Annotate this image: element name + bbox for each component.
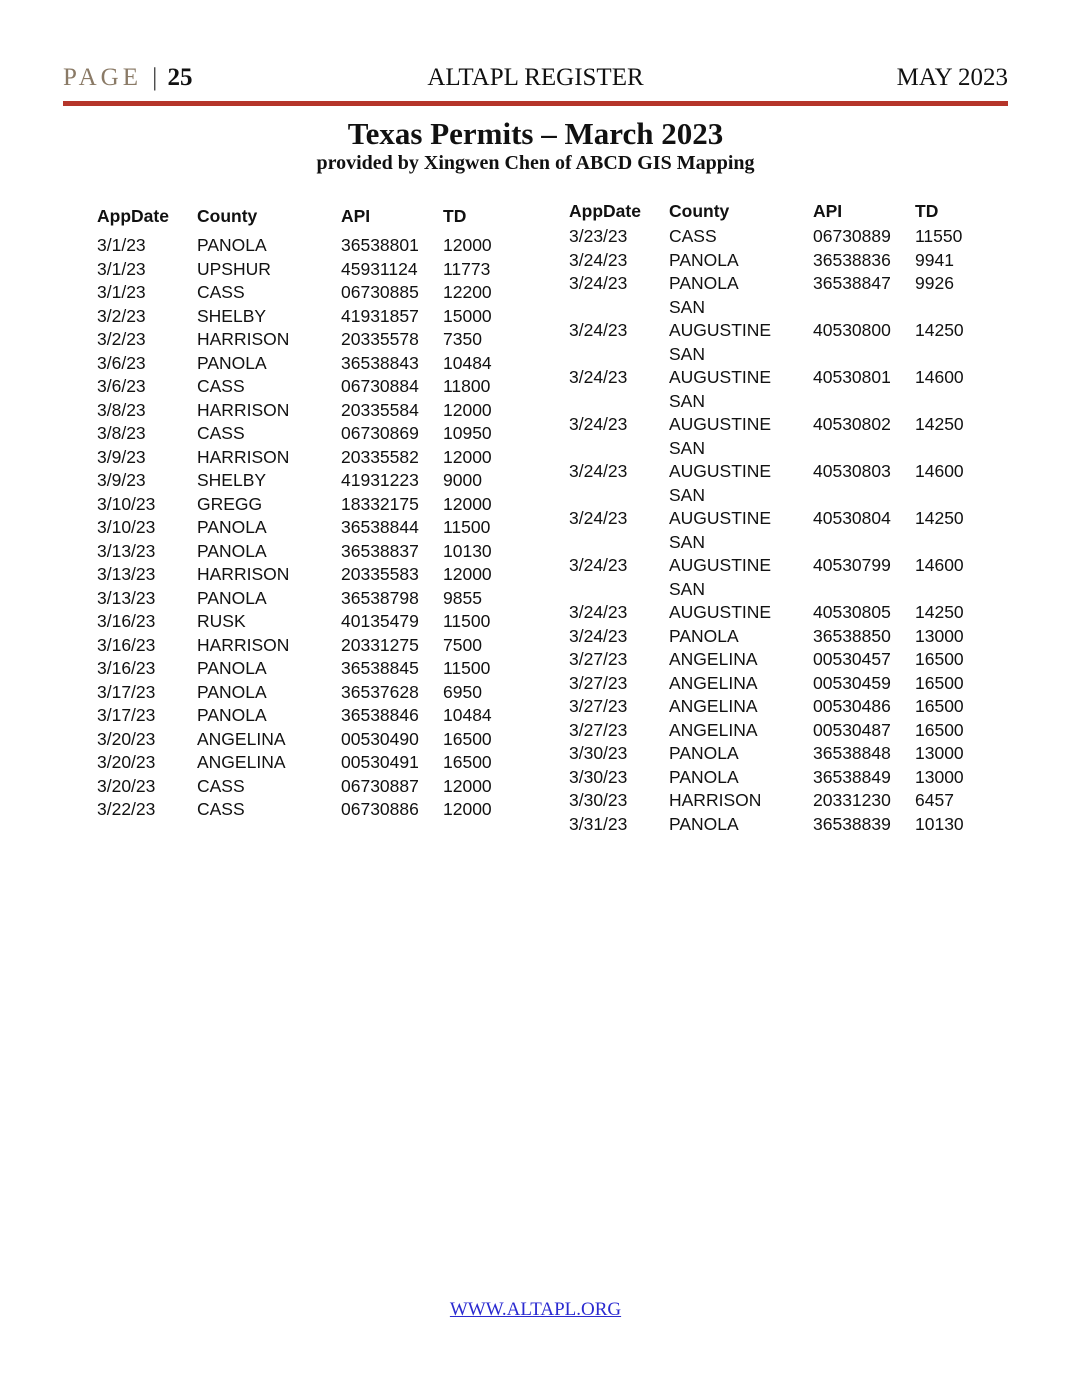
cell-td: 16500 — [915, 696, 964, 716]
header-rule — [63, 101, 1008, 106]
cell-county: GREGG — [197, 493, 263, 514]
cell-county: HARRISON — [197, 329, 290, 349]
table-row — [97, 375, 513, 399]
cell-api: 40530805 — [813, 602, 891, 622]
cell-api: 20331275 — [341, 634, 419, 655]
cell-county: PANOLA — [197, 352, 267, 373]
table-row — [569, 742, 985, 766]
cell-td: 9855 — [443, 587, 482, 608]
cell-api: 20335578 — [341, 329, 419, 349]
column-header-td: TD — [915, 201, 939, 221]
cell-td: 14250 — [915, 508, 964, 528]
cell-appdate: 3/16/23 — [97, 611, 156, 631]
cell-td: 13000 — [915, 766, 964, 787]
cell-county: ANGELINA — [669, 649, 758, 669]
cell-api: 36538847 — [813, 273, 891, 293]
cell-td: 12000 — [443, 446, 492, 467]
column-header-api: API — [341, 206, 371, 226]
cell-td: 14600 — [915, 555, 964, 575]
cell-appdate: 3/30/23 — [569, 766, 628, 787]
page-subtitle: provided by Xingwen Chen of ABCD GIS Mapping — [316, 152, 755, 174]
table-row — [97, 258, 513, 282]
cell-county — [669, 343, 813, 390]
cell-api: 40530800 — [813, 320, 891, 340]
cell-line: AUGUSTINE — [669, 414, 772, 434]
table-row — [569, 437, 985, 484]
cell-td: 7500 — [443, 634, 482, 655]
cell-county: UPSHUR — [197, 258, 271, 279]
table-row — [569, 719, 985, 743]
cell-td: 13000 — [915, 743, 964, 763]
table-row — [97, 328, 513, 352]
cell-appdate: 3/10/23 — [97, 493, 156, 514]
cell-td: 11550 — [915, 226, 963, 246]
cell-td: 14250 — [915, 602, 964, 622]
table-row — [97, 234, 513, 258]
cell-county: PANOLA — [669, 273, 739, 293]
page-title: Texas Permits – March 2023 — [347, 116, 724, 151]
cell-api: 40530804 — [813, 508, 891, 528]
table-row — [569, 484, 985, 531]
table-row — [569, 648, 985, 672]
cell-api: 18332175 — [341, 493, 419, 514]
cell-td: 11800 — [443, 376, 491, 396]
cell-api: 06730885 — [341, 282, 419, 302]
cell-td: 12000 — [443, 235, 492, 255]
column-header-api: API — [813, 201, 843, 221]
table-row — [97, 657, 513, 681]
cell-td: 15000 — [443, 305, 492, 326]
table-row — [97, 610, 513, 634]
cell-appdate: 3/24/23 — [569, 461, 628, 481]
table-row — [97, 775, 513, 799]
cell-appdate: 3/9/23 — [97, 470, 146, 490]
cell-appdate: 3/16/23 — [97, 634, 156, 655]
table-row — [97, 563, 513, 587]
table-row — [569, 766, 985, 790]
cell-api: 36538843 — [341, 352, 419, 373]
cell-appdate: 3/6/23 — [97, 352, 146, 373]
cell-county — [669, 296, 813, 343]
cell-appdate: 3/24/23 — [569, 367, 628, 387]
cell-td: 12000 — [443, 799, 492, 819]
cell-county: PANOLA — [669, 625, 739, 646]
cell-line: AUGUSTINE — [669, 367, 772, 387]
cell-appdate: 3/17/23 — [97, 681, 156, 702]
table-row — [97, 399, 513, 423]
cell-api: 06730886 — [341, 799, 419, 819]
cell-td: 14250 — [915, 320, 964, 340]
cell-county: PANOLA — [669, 813, 739, 834]
cell-county: HARRISON — [669, 790, 762, 810]
table-row — [97, 493, 513, 517]
table-row — [97, 422, 513, 446]
cell-county: PANOLA — [197, 235, 267, 255]
cell-appdate: 3/20/23 — [97, 752, 156, 772]
column-header-appdate: AppDate — [97, 206, 169, 226]
column-header-county: County — [197, 206, 258, 226]
cell-api: 00530486 — [813, 696, 891, 716]
cell-appdate: 3/16/23 — [97, 658, 156, 678]
cell-api: 00530457 — [813, 649, 891, 669]
column-header-county: County — [669, 201, 730, 221]
cell-appdate: 3/24/23 — [569, 602, 628, 622]
cell-appdate: 3/27/23 — [569, 696, 628, 716]
cell-td: 16500 — [915, 672, 964, 693]
page-header — [63, 62, 1008, 98]
cell-line: SAN — [669, 296, 705, 317]
cell-api: 06730889 — [813, 226, 891, 246]
table-row — [569, 625, 985, 649]
cell-county: PANOLA — [197, 540, 267, 561]
page-number: 25 — [167, 64, 193, 91]
cell-appdate: 3/24/23 — [569, 273, 628, 293]
cell-api: 00530487 — [813, 719, 891, 740]
cell-county: CASS — [197, 423, 245, 443]
table-row — [569, 225, 985, 249]
table-row — [97, 751, 513, 775]
cell-county: CASS — [197, 799, 245, 819]
cell-api: 36538845 — [341, 658, 419, 678]
cell-api: 36538801 — [341, 235, 419, 255]
cell-appdate: 3/27/23 — [569, 672, 628, 693]
cell-county: ANGELINA — [669, 672, 758, 693]
cell-appdate: 3/24/23 — [569, 625, 628, 646]
cell-county: PANOLA — [669, 743, 739, 763]
cell-appdate: 3/23/23 — [569, 226, 628, 246]
cell-county: PANOLA — [197, 681, 267, 702]
cell-td: 10484 — [443, 705, 492, 725]
cell-county: ANGELINA — [669, 719, 758, 740]
table-row — [97, 681, 513, 705]
cell-td: 14600 — [915, 367, 964, 387]
cell-td: 6457 — [915, 790, 954, 810]
cell-county: SHELBY — [197, 470, 267, 490]
cell-appdate: 3/30/23 — [569, 790, 628, 810]
cell-line: AUGUSTINE — [669, 320, 772, 340]
table-row — [569, 578, 985, 625]
cell-td: 10950 — [443, 423, 492, 443]
cell-api: 41931857 — [341, 305, 419, 326]
cell-line: SAN — [669, 437, 705, 458]
cell-appdate: 3/24/23 — [569, 249, 628, 270]
cell-api: 20335583 — [341, 564, 419, 584]
table-header-row — [569, 201, 985, 225]
cell-county — [669, 390, 813, 437]
cell-api: 36538837 — [341, 540, 419, 561]
cell-county — [669, 578, 813, 625]
cell-api: 40530802 — [813, 414, 891, 434]
cell-api: 36538849 — [813, 766, 891, 787]
cell-api: 36538846 — [341, 705, 419, 725]
cell-td: 11773 — [443, 258, 491, 279]
cell-appdate: 3/6/23 — [97, 376, 146, 396]
cell-api: 36538844 — [341, 517, 419, 537]
cell-api: 36538798 — [341, 587, 419, 608]
cell-appdate: 3/10/23 — [97, 517, 156, 537]
cell-api: 06730887 — [341, 775, 419, 796]
cell-appdate: 3/13/23 — [97, 564, 156, 584]
table-row — [97, 704, 513, 728]
table-row — [97, 516, 513, 540]
cell-county — [669, 484, 813, 531]
cell-county: ANGELINA — [197, 752, 286, 772]
cell-api: 40530803 — [813, 461, 891, 481]
cell-api: 36538850 — [813, 625, 891, 646]
cell-county: PANOLA — [197, 658, 267, 678]
cell-appdate: 3/20/23 — [97, 728, 156, 749]
cell-api: 36537628 — [341, 681, 419, 702]
cell-line: AUGUSTINE — [669, 602, 772, 622]
permits-table-right — [569, 201, 985, 836]
cell-td: 11500 — [443, 517, 491, 537]
table-row — [97, 634, 513, 658]
table-row — [569, 390, 985, 437]
cell-api: 40135479 — [341, 611, 419, 631]
page-separator: | — [152, 64, 158, 91]
table-row — [97, 352, 513, 376]
table-row — [97, 728, 513, 752]
permits-table-left — [97, 206, 513, 822]
table-row — [97, 587, 513, 611]
cell-api: 00530459 — [813, 672, 891, 693]
cell-line: AUGUSTINE — [669, 461, 772, 481]
cell-td: 12000 — [443, 493, 492, 514]
cell-td: 7350 — [443, 329, 482, 349]
page-label-text: PAGE — [63, 64, 142, 91]
cell-appdate: 3/24/23 — [569, 555, 628, 575]
column-header-appdate: AppDate — [569, 201, 641, 221]
cell-td: 16500 — [915, 719, 964, 740]
cell-county: CASS — [197, 282, 245, 302]
cell-county: CASS — [197, 376, 245, 396]
cell-county: ANGELINA — [197, 728, 286, 749]
cell-api: 40530799 — [813, 555, 891, 575]
cell-line: SAN — [669, 343, 705, 364]
table-row — [569, 272, 985, 296]
cell-td: 12000 — [443, 775, 492, 796]
cell-county: HARRISON — [197, 634, 290, 655]
table-row — [97, 305, 513, 329]
cell-td: 9926 — [915, 273, 954, 293]
cell-td: 12000 — [443, 399, 492, 420]
cell-county: PANOLA — [669, 249, 739, 270]
cell-county: CASS — [669, 226, 717, 246]
cell-td: 6950 — [443, 681, 482, 702]
cell-td: 10484 — [443, 352, 492, 373]
cell-county: RUSK — [197, 611, 246, 631]
cell-appdate: 3/8/23 — [97, 399, 146, 420]
table-row — [97, 798, 513, 822]
cell-appdate: 3/2/23 — [97, 329, 146, 349]
table-row — [97, 446, 513, 470]
cell-api: 36538836 — [813, 249, 891, 270]
cell-api: 00530490 — [341, 728, 419, 749]
cell-td: 11500 — [443, 611, 491, 631]
table-row — [97, 469, 513, 493]
cell-appdate: 3/31/23 — [569, 813, 628, 834]
cell-line: SAN — [669, 531, 705, 552]
cell-appdate: 3/1/23 — [97, 258, 146, 279]
cell-appdate: 3/27/23 — [569, 649, 628, 669]
cell-api: 40530801 — [813, 367, 891, 387]
cell-appdate: 3/30/23 — [569, 743, 628, 763]
table-header-row — [97, 206, 513, 234]
cell-td: 16500 — [443, 752, 492, 772]
cell-appdate: 3/24/23 — [569, 508, 628, 528]
cell-appdate: 3/13/23 — [97, 540, 156, 561]
cell-appdate: 3/24/23 — [569, 414, 628, 434]
cell-api: 00530491 — [341, 752, 419, 772]
cell-line: AUGUSTINE — [669, 508, 772, 528]
cell-td: 12000 — [443, 564, 492, 584]
cell-county: SHELBY — [197, 305, 267, 326]
cell-td: 9941 — [915, 249, 954, 270]
cell-td: 9000 — [443, 470, 482, 490]
table-row — [569, 343, 985, 390]
cell-api: 41931223 — [341, 470, 419, 490]
cell-td: 11500 — [443, 658, 491, 678]
table-row — [97, 540, 513, 564]
cell-county: HARRISON — [197, 399, 290, 420]
cell-td: 14250 — [915, 414, 964, 434]
cell-county: PANOLA — [197, 705, 267, 725]
publication-title: ALTAPL REGISTER — [427, 64, 644, 91]
cell-td: 16500 — [443, 728, 492, 749]
cell-appdate: 3/20/23 — [97, 775, 156, 796]
page-footer — [0, 1299, 1071, 1321]
cell-county: ANGELINA — [669, 696, 758, 716]
cell-county — [669, 531, 813, 578]
table-row — [97, 281, 513, 305]
cell-county: PANOLA — [669, 766, 739, 787]
cell-api: 20335584 — [341, 399, 419, 420]
cell-td: 10130 — [915, 813, 964, 834]
cell-appdate: 3/13/23 — [97, 587, 156, 608]
cell-appdate: 3/1/23 — [97, 282, 146, 302]
website-link[interactable]: WWW.ALTAPL.ORG — [449, 1299, 622, 1320]
column-header-td: TD — [443, 206, 467, 226]
cell-appdate: 3/27/23 — [569, 719, 628, 740]
cell-appdate: 3/17/23 — [97, 705, 156, 725]
issue-date: MAY 2023 — [896, 64, 1008, 91]
table-row — [569, 531, 985, 578]
table-row — [569, 672, 985, 696]
cell-line: SAN — [669, 390, 705, 411]
cell-appdate: 3/2/23 — [97, 305, 146, 326]
cell-appdate: 3/8/23 — [97, 423, 146, 443]
table-row — [569, 695, 985, 719]
table-row — [569, 789, 985, 813]
cell-td: 13000 — [915, 625, 964, 646]
table-row — [569, 813, 985, 837]
cell-appdate: 3/1/23 — [97, 235, 146, 255]
cell-td: 12200 — [443, 282, 492, 302]
cell-td: 16500 — [915, 649, 964, 669]
cell-county: HARRISON — [197, 446, 290, 467]
cell-api: 06730869 — [341, 423, 419, 443]
cell-appdate: 3/9/23 — [97, 446, 146, 467]
cell-td: 10130 — [443, 540, 492, 561]
cell-api: 20331230 — [813, 790, 891, 810]
table-row — [569, 249, 985, 273]
cell-api: 36538848 — [813, 743, 891, 763]
cell-api: 45931124 — [341, 258, 418, 279]
cell-appdate: 3/24/23 — [569, 320, 628, 340]
cell-county — [669, 437, 813, 484]
cell-api: 06730884 — [341, 376, 419, 396]
cell-county: HARRISON — [197, 564, 290, 584]
cell-api: 20335582 — [341, 446, 419, 467]
cell-line: SAN — [669, 578, 705, 599]
cell-line: SAN — [669, 484, 705, 505]
cell-api: 36538839 — [813, 813, 891, 834]
cell-td: 14600 — [915, 461, 964, 481]
cell-county: CASS — [197, 775, 245, 796]
cell-county: PANOLA — [197, 517, 267, 537]
cell-appdate: 3/22/23 — [97, 799, 156, 819]
cell-county: PANOLA — [197, 587, 267, 608]
table-row — [569, 296, 985, 343]
cell-line: AUGUSTINE — [669, 555, 772, 575]
